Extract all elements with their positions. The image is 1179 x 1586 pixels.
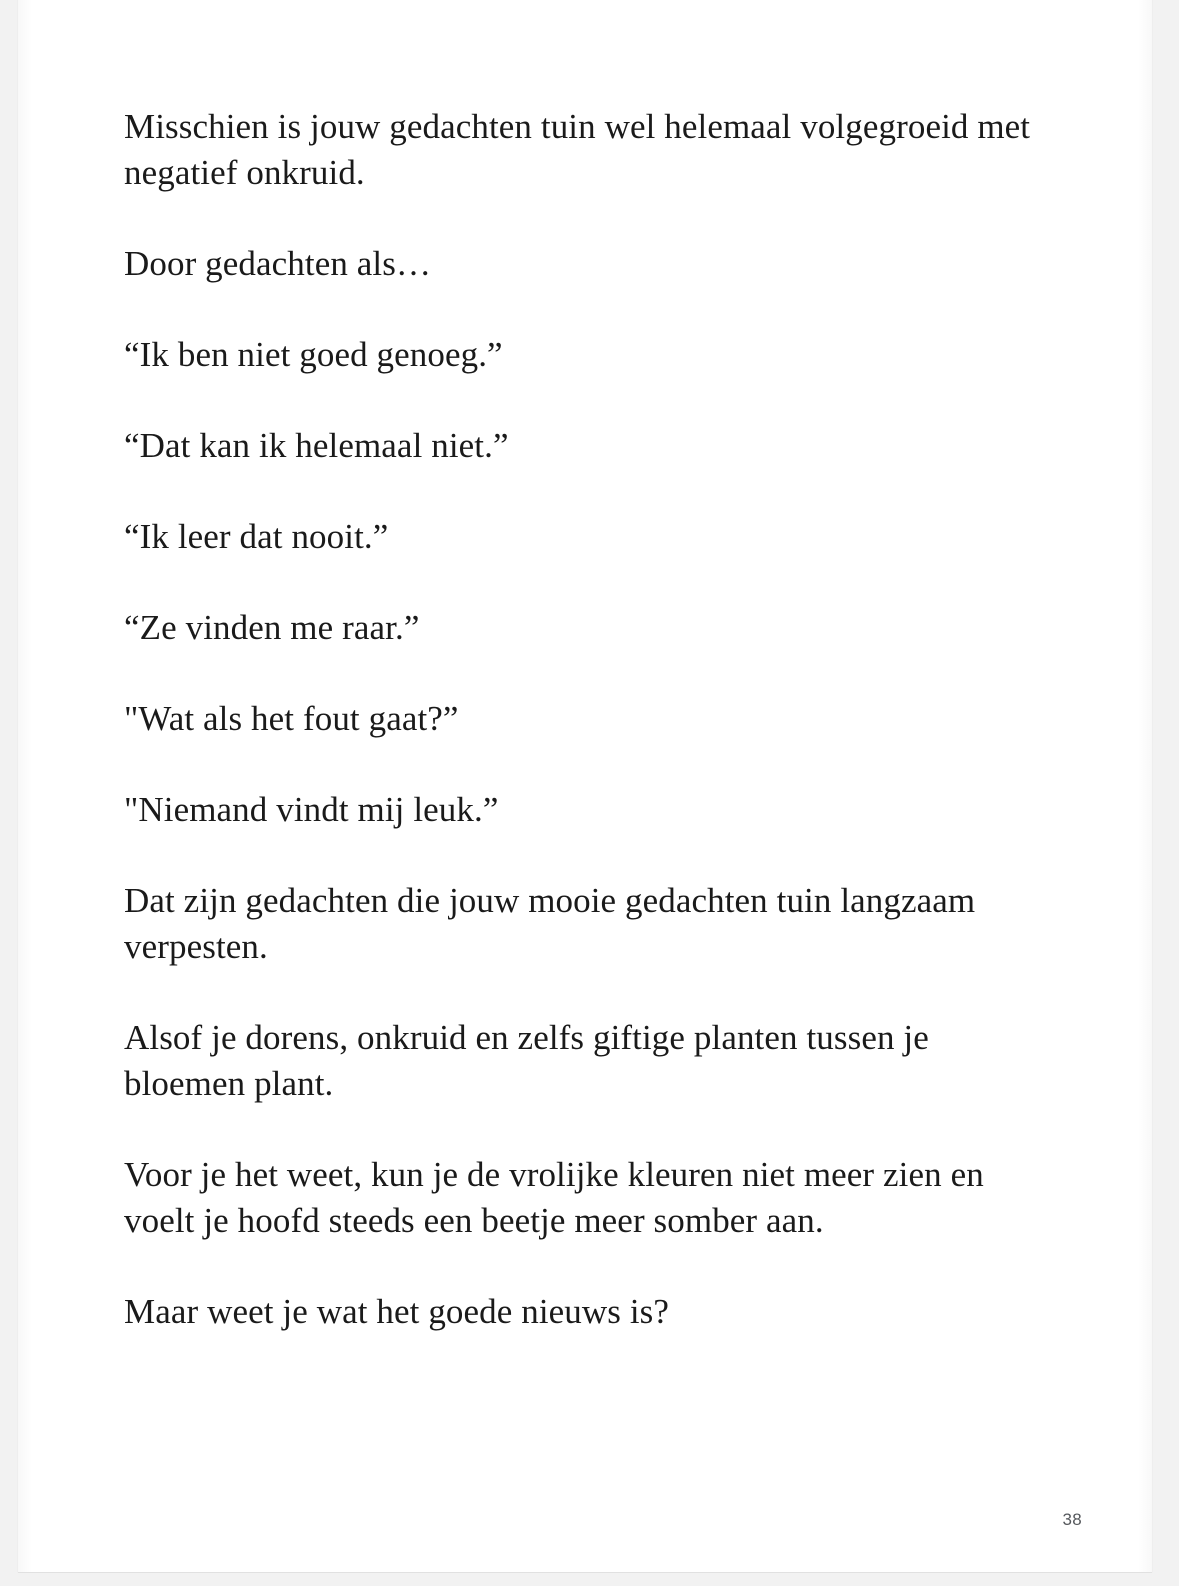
page-text-content (124, 104, 1044, 1335)
ebook-page-sheet (18, 0, 1152, 1572)
page-number: 38 (1062, 1510, 1082, 1529)
paragraph: Door gedachten als… (124, 244, 432, 283)
paragraph: Maar weet je wat het goede nieuws is? (124, 1292, 670, 1331)
paragraph: Dat zijn gedachten die jouw mooie gedachten tuin langzaam verpesten. (124, 881, 976, 966)
quote-line: “Ik leer dat nooit.” (124, 517, 389, 556)
paragraph: Voor je het weet, kun je de vrolijke kleuren niet meer zien en voelt je hoofd steeds een beetje meer somber aan. (124, 1155, 984, 1240)
paragraph: Misschien is jouw gedachten tuin wel helemaal volgegroeid met negatief onkruid. (124, 107, 1031, 192)
quote-line: “Ze vinden me raar.” (124, 608, 420, 647)
quote-line: “Ik ben niet goed genoeg.” (124, 335, 503, 374)
quote-line: "Niemand vindt mij leuk.” (124, 790, 499, 829)
page-bottom-edge (18, 1572, 1152, 1573)
quote-line: "Wat als het fout gaat?” (124, 699, 459, 738)
quote-line: “Dat kan ik helemaal niet.” (124, 426, 509, 465)
paragraph: Alsof je dorens, onkruid en zelfs giftige planten tussen je bloemen plant. (124, 1018, 929, 1103)
